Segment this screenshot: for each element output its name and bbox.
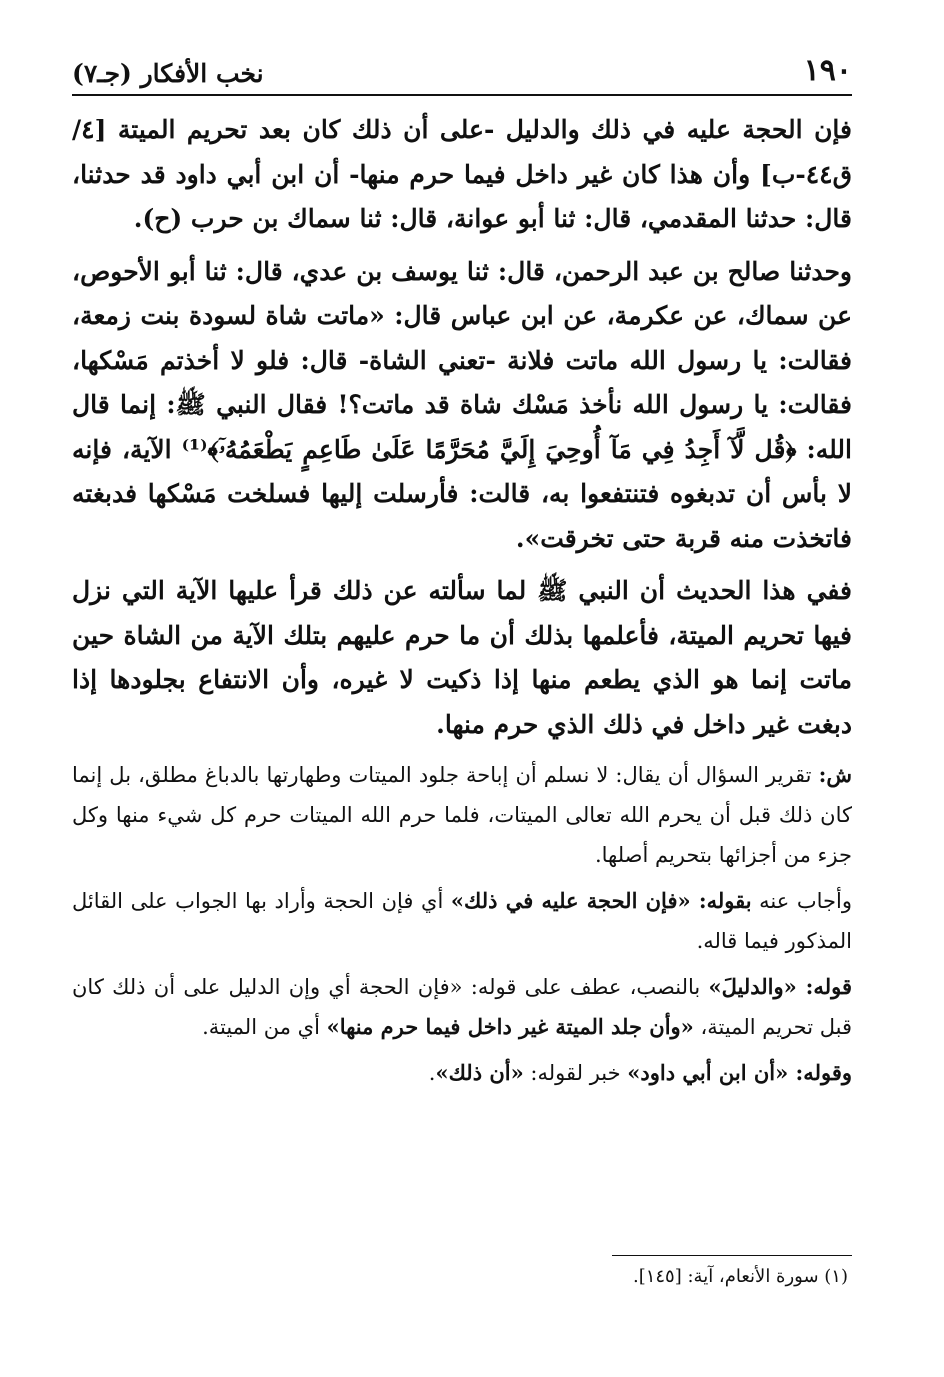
paragraph-2: وحدثنا صالح بن عبد الرحمن، قال: ثنا يوسف بن عدي، قال: ثنا أبو الأحوص، عن سماك، عن عكرمة، عن ابن عباس قال: «ماتت شاة لسودة بنت زمعة، فقالت: يا رسول الله ماتت فلانة -تعني الشاة- قال: فلو لا أخذتم مَسْكها، فقالت: يا رسول الله نأخذ مَسْك شاة قد ماتت؟! فقال النبي ﷺ: إنما قال الله: ﴿قُل لَّآ أَجِدُ فِي مَآ أُوحِيَ إِلَيَّ مُحَرَّمًا عَلَىٰ طَاعِمٍ يَطْعَمُهُۥٓ﴾⁽¹⁾ الآية، فإنه لا بأس أن تدبغوه فتنتفعوا به، قالت: فأرسلت إليها فسلخت مَسْكها فدبغته فاتخذت منه قربة حتى تخرقت». xyxy=(72,256,852,553)
paragraph-6-text: بالنصب، عطف على قوله: «فإن الحجة أي وإن الدليل على أن ذلك كان قبل تحريم الميتة، xyxy=(72,975,852,1039)
paragraph-4 xyxy=(72,755,852,875)
footnote-rule xyxy=(612,1255,852,1256)
paragraph-5-text: أي فإن الحجة وأراد بها الجواب على القائل المذكور فيما قاله. xyxy=(72,889,852,953)
commentary-marker: ش: xyxy=(818,762,852,787)
paragraph-7-text-2: . xyxy=(428,1061,436,1085)
paragraph-7-quote-2: «أن ذلك» xyxy=(435,1060,524,1085)
header-rule xyxy=(72,94,852,96)
paragraph-7-text: خبر لقوله: xyxy=(523,1061,628,1085)
running-title: نخب الأفكار (جـ٧) xyxy=(72,59,264,88)
paragraph-6-quote-2: «وأن جلد الميتة غير داخل فيما حرم منها» xyxy=(326,1014,694,1039)
paragraph-5-pre: وأجاب عنه xyxy=(751,889,852,913)
page-number: ١٩٠ xyxy=(803,53,852,88)
paragraph-4-text: تقرير السؤال أن يقال: لا نسلم أن إباحة جلود الميتات وطهارتها بالدباغ مطلق، بل إنما كان ذلك قبل أن يحرم الله تعالى الميتات، فلما حرم الله الميتات حرم كل شيء منها وكل جزء من أجزائها بتحريم أصلها. xyxy=(72,763,852,867)
main-text xyxy=(72,108,852,1099)
paragraph-6-quote: قوله: «والدليلَ» xyxy=(708,974,852,999)
footnote: (١) سورة الأنعام، آية: [١٤٥]. xyxy=(632,1266,848,1287)
paragraph-7 xyxy=(72,1053,852,1093)
corner-mark xyxy=(924,0,944,20)
paragraph-3: ففي هذا الحديث أن النبي ﷺ لما سألته عن ذلك قرأ عليها الآية التي نزل فيها تحريم الميتة، فأعلمها بذلك أن ما حرم عليهم بتلك الآية من الشاة حين ماتت إنما هو الذي يطعم منها إذا ذكيت لا غيره، وأن الانتفاع بجلودها إذا دبغت غير داخل في ذلك الذي حرم منها. xyxy=(72,576,852,739)
paragraph-6-text-2: أي من الميتة. xyxy=(202,1015,327,1039)
paragraph-5 xyxy=(72,881,852,961)
page-header xyxy=(72,44,852,88)
paragraph-6 xyxy=(72,967,852,1047)
paragraph-5-quote: بقوله: «فإن الحجة عليه في ذلك» xyxy=(450,888,752,913)
paragraph-1: فإن الحجة عليه في ذلك والدليل -على أن ذلك كان بعد تحريم الميتة [٤/ ق٤٤-ب] وأن هذا كان غير داخل فيما حرم منها- أن ابن أبي داود قد حدثنا، قال: حدثنا المقدمي، قال: ثنا أبو عوانة، قال: ثنا سماك بن حرب (ح). xyxy=(72,115,852,233)
paragraph-7-quote: وقوله: «أن ابن أبي داود» xyxy=(627,1060,852,1085)
